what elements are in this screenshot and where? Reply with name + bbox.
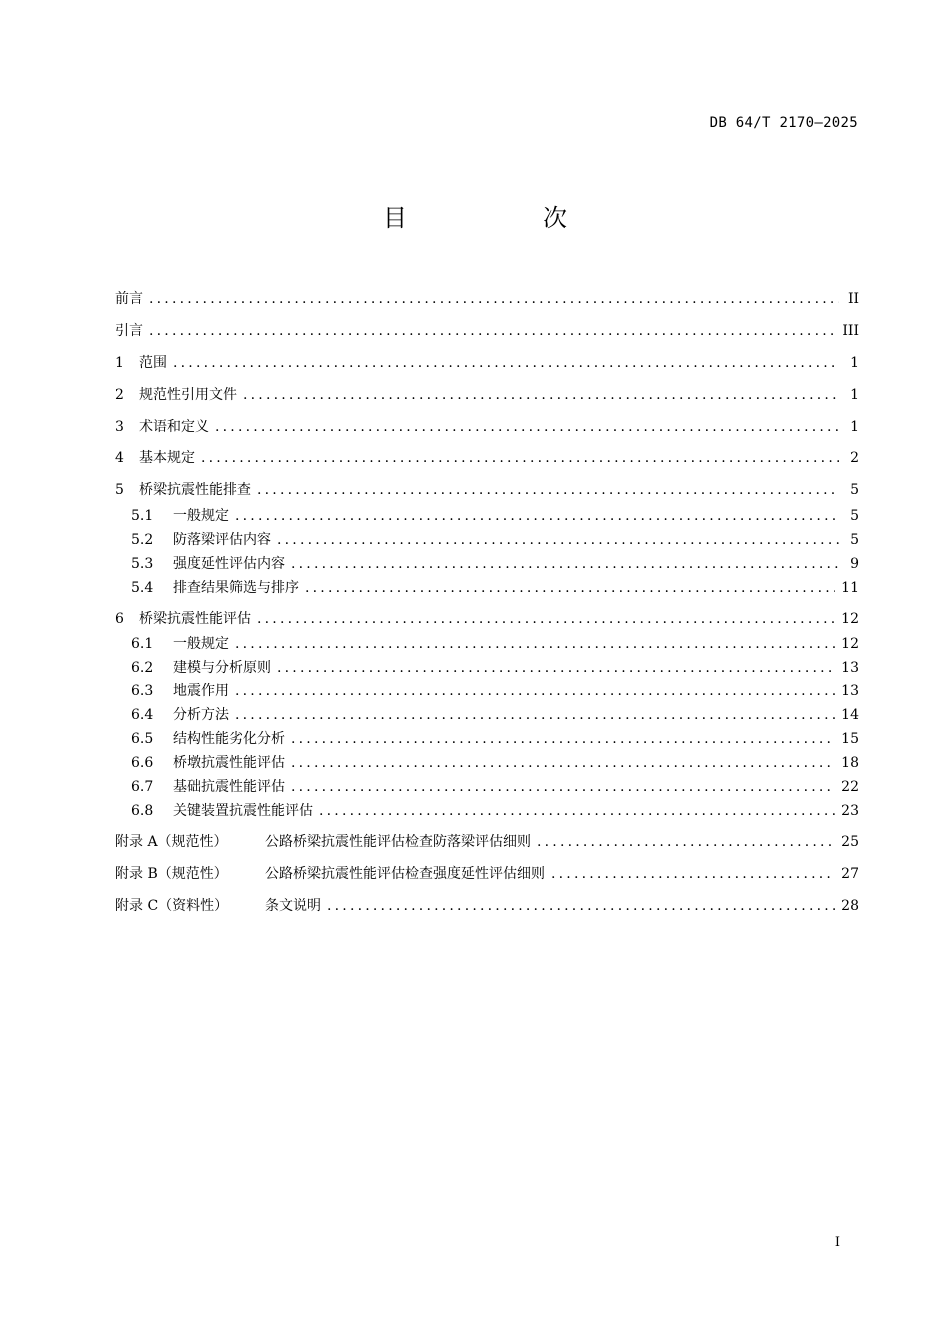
- toc-entry-6-4[interactable]: [131, 704, 859, 726]
- toc-entry-number: 附录 C（资料性）: [115, 898, 229, 914]
- toc-page-number: 1: [850, 387, 859, 403]
- toc-entry-6-6[interactable]: [131, 752, 859, 774]
- toc-leader-dots: [243, 384, 839, 406]
- toc-entry-text: 公路桥梁抗震性能评估检查防落梁评估细则: [265, 834, 531, 850]
- toc-entry-text: 地震作用: [173, 683, 229, 699]
- toc-entry-number: 6.8: [131, 803, 154, 819]
- toc-entry-text: 前言: [115, 291, 143, 307]
- toc-entry-preface[interactable]: [115, 288, 859, 310]
- toc-page-number: 12: [841, 636, 859, 652]
- toc-leader-dots: [305, 577, 835, 599]
- toc-leader-dots: [291, 776, 835, 798]
- toc-entry-number: 1: [115, 355, 124, 371]
- toc-entry-text: 防落梁评估内容: [173, 532, 271, 548]
- toc-entry-text: 基本规定: [139, 450, 195, 466]
- toc-entry-number: 5.3: [131, 556, 154, 572]
- toc-entry-number: 附录 B（规范性）: [115, 866, 228, 882]
- toc-entry-text: 分析方法: [173, 707, 229, 723]
- toc-entry-6-2[interactable]: [131, 657, 859, 679]
- toc-entry-1[interactable]: [115, 352, 859, 374]
- toc-entry-text: 结构性能劣化分析: [173, 731, 285, 747]
- toc-page-number: 5: [850, 532, 859, 548]
- toc-page-number: II: [847, 291, 859, 307]
- toc-entry-number: 6.3: [131, 683, 154, 699]
- toc-entry-6-7[interactable]: [131, 776, 859, 798]
- toc-entry-2[interactable]: [115, 384, 859, 406]
- toc-entry-5[interactable]: [115, 479, 859, 501]
- toc-entry-text: 基础抗震性能评估: [173, 779, 285, 795]
- toc-entry-6-8[interactable]: [131, 800, 859, 822]
- toc-leader-dots: [551, 863, 835, 885]
- toc-page-number: III: [842, 323, 859, 339]
- toc-page-number: 18: [841, 755, 859, 771]
- toc-entry-text: 桥梁抗震性能排查: [139, 482, 251, 498]
- toc-page-number: 13: [841, 660, 859, 676]
- toc-entry-text: 规范性引用文件: [139, 387, 237, 403]
- toc-entry-text: 建模与分析原则: [173, 660, 271, 676]
- toc-leader-dots: [173, 352, 839, 374]
- toc-leader-dots: [215, 416, 839, 438]
- toc-entry-number: 6.4: [131, 707, 154, 723]
- toc-entry-number: 5: [115, 482, 124, 498]
- toc-entry-number: 6.5: [131, 731, 154, 747]
- toc-leader-dots: [257, 479, 839, 501]
- toc-page-number: 15: [841, 731, 859, 747]
- toc-leader-dots: [291, 553, 839, 575]
- toc-page-number: 14: [841, 707, 859, 723]
- toc-entry-5-3[interactable]: [131, 553, 859, 575]
- toc-leader-dots: [201, 447, 839, 469]
- toc-leader-dots: [235, 633, 835, 655]
- toc-leader-dots: [257, 608, 835, 630]
- toc-page-number: 5: [850, 508, 859, 524]
- toc-page-number: 22: [841, 779, 859, 795]
- toc-entry-6-1[interactable]: [131, 633, 859, 655]
- toc-page-number: 25: [841, 834, 859, 850]
- toc-leader-dots: [319, 800, 835, 822]
- document-code: DB 64/T 2170—2025: [709, 115, 858, 131]
- toc-entry-number: 附录 A（规范性）: [115, 834, 228, 850]
- toc-entry-6-5[interactable]: [131, 728, 859, 750]
- toc-entry-text: 排查结果筛选与排序: [173, 580, 299, 596]
- toc-entry-text: 一般规定: [173, 508, 229, 524]
- toc-leader-dots: [537, 831, 835, 853]
- toc-leader-dots: [277, 529, 839, 551]
- toc-page-number: 2: [850, 450, 859, 466]
- toc-leader-dots: [235, 680, 835, 702]
- toc-entry-text: 范围: [139, 355, 167, 371]
- toc-entry-appendix-b[interactable]: [115, 863, 859, 885]
- toc-entry-number: 6.2: [131, 660, 154, 676]
- toc-entry-text: 桥梁抗震性能评估: [139, 611, 251, 627]
- toc-leader-dots: [149, 320, 836, 342]
- toc-entry-text: 术语和定义: [139, 419, 209, 435]
- toc-page-number: 27: [841, 866, 859, 882]
- toc-leader-dots: [149, 288, 839, 310]
- toc-entry-number: 2: [115, 387, 124, 403]
- toc-entry-introduction[interactable]: [115, 320, 859, 342]
- toc-entry-appendix-c[interactable]: [115, 895, 859, 917]
- toc-entry-text: 条文说明: [265, 898, 321, 914]
- toc-page-number: 13: [841, 683, 859, 699]
- toc-leader-dots: [235, 704, 835, 726]
- toc-entry-text: 一般规定: [173, 636, 229, 652]
- toc-entry-text: 关键装置抗震性能评估: [173, 803, 313, 819]
- toc-entry-5-4[interactable]: [131, 577, 859, 599]
- toc-entry-number: 5.4: [131, 580, 154, 596]
- toc-entry-text: 强度延性评估内容: [173, 556, 285, 572]
- toc-entry-number: 6.7: [131, 779, 154, 795]
- toc-leader-dots: [291, 752, 835, 774]
- page-number: I: [834, 1235, 840, 1250]
- toc-page-number: 11: [841, 580, 859, 596]
- toc-entry-number: 5.1: [131, 508, 154, 524]
- toc-entry-number: 6.1: [131, 636, 154, 652]
- toc-entry-number: 5.2: [131, 532, 154, 548]
- toc-leader-dots: [277, 657, 835, 679]
- toc-leader-dots: [235, 505, 839, 527]
- toc-entry-text: 引言: [115, 323, 143, 339]
- toc-page-number: 9: [850, 556, 859, 572]
- toc-entry-4[interactable]: [115, 447, 859, 469]
- page-title: 目 次: [383, 204, 623, 232]
- toc-entry-3[interactable]: [115, 416, 859, 438]
- toc-entry-5-2[interactable]: [131, 529, 859, 551]
- toc-entry-text: 公路桥梁抗震性能评估检查强度延性评估细则: [265, 866, 545, 882]
- toc-leader-dots: [291, 728, 835, 750]
- toc-entry-appendix-a[interactable]: [115, 831, 859, 853]
- toc-entry-number: 4: [115, 450, 124, 466]
- toc-entry-number: 6.6: [131, 755, 154, 771]
- toc-entry-text: 桥墩抗震性能评估: [173, 755, 285, 771]
- toc-page-number: 1: [850, 355, 859, 371]
- toc-page-number: 23: [841, 803, 859, 819]
- toc-entry-5-1[interactable]: [131, 505, 859, 527]
- toc-entry-number: 3: [115, 419, 124, 435]
- toc-leader-dots: [327, 895, 835, 917]
- toc-entry-6[interactable]: [115, 608, 859, 630]
- toc-entry-number: 6: [115, 611, 124, 627]
- toc-page-number: 1: [850, 419, 859, 435]
- toc-page-number: 12: [841, 611, 859, 627]
- toc-entry-6-3[interactable]: [131, 680, 859, 702]
- toc-page-number: 5: [850, 482, 859, 498]
- toc-page-number: 28: [841, 898, 859, 914]
